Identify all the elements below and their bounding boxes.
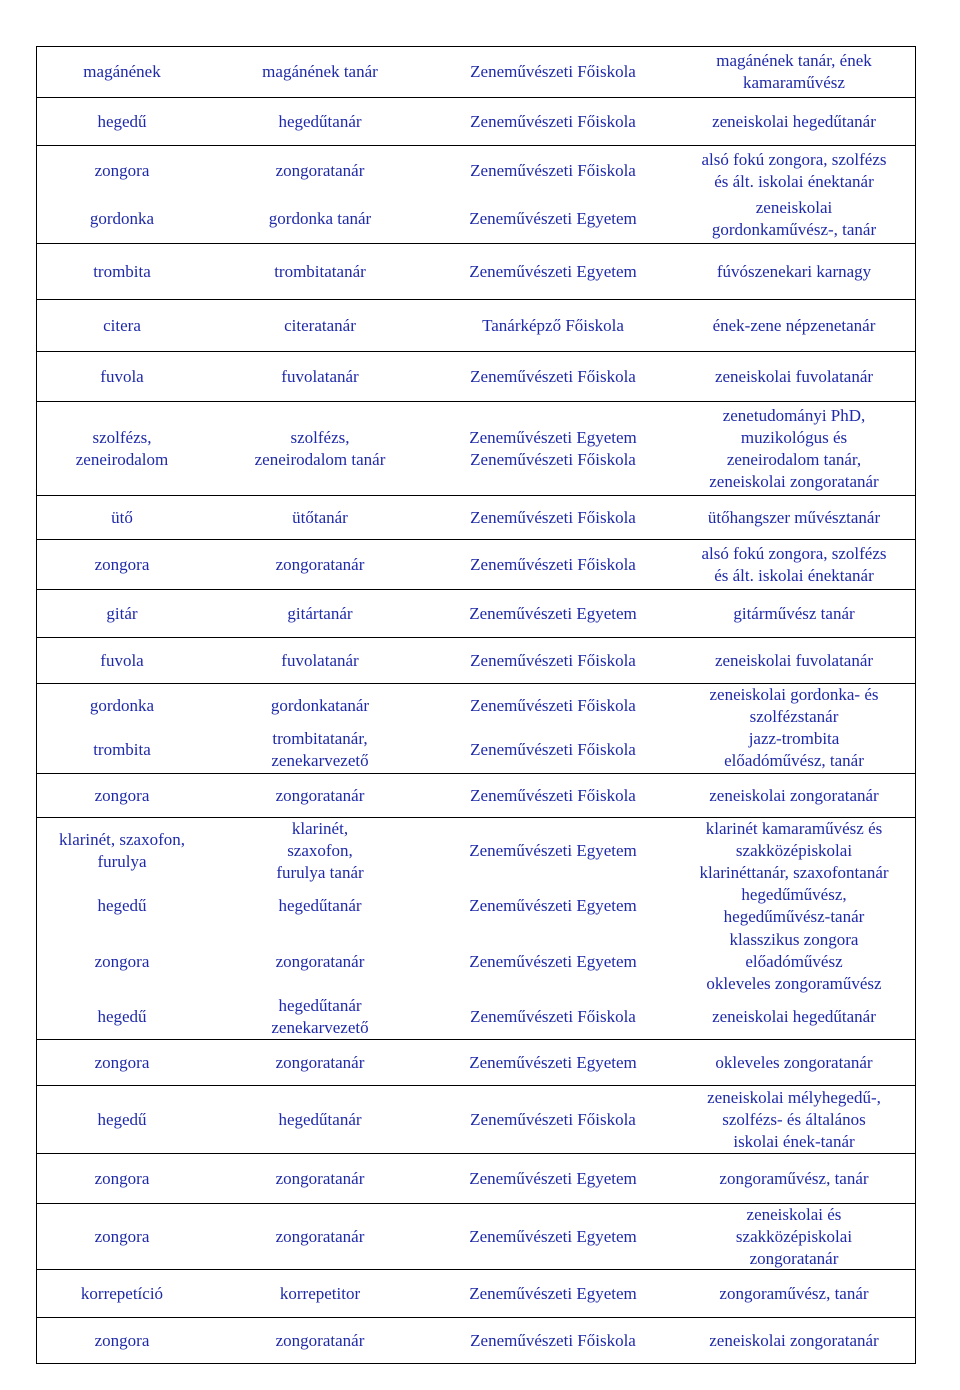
table-row <box>37 995 915 1039</box>
qualification-cell <box>673 50 915 94</box>
cell-text: fuvola <box>100 366 144 386</box>
cell-text: fuvolatanár <box>281 650 359 670</box>
instrument-cell <box>37 895 207 917</box>
instrument-cell <box>37 1006 207 1028</box>
cell-text: zeneiskolai zongoratanár <box>709 785 879 805</box>
cell-text: alsó fokú zongora, szolfézs és ált. iskolai énektanár <box>701 543 887 585</box>
cell-text: magánének tanár <box>262 62 378 81</box>
institution-cell <box>433 208 673 230</box>
institution-cell <box>433 895 673 917</box>
qualification-cell <box>673 929 915 995</box>
qualification-cell <box>673 1204 915 1270</box>
table-row <box>37 401 915 495</box>
cell-text: jazz-trombita előadóművész, tanár <box>724 729 864 770</box>
position-cell <box>207 1052 433 1074</box>
instrument-cell <box>37 1226 207 1248</box>
cell-text: trombitatanár <box>274 261 366 281</box>
position-cell <box>207 1109 433 1131</box>
cell-text: klarinét kamaraművész és szakközépiskolai klarinéttanár, szaxofontanár <box>699 818 889 882</box>
cell-text: Zeneművészeti Egyetem <box>469 1168 637 1188</box>
institution-cell <box>433 111 673 133</box>
table-row <box>37 539 915 589</box>
institution-cell <box>433 785 673 807</box>
qualification-cell <box>673 1168 915 1190</box>
cell-text: citeratanár <box>284 315 356 335</box>
cell-text: gitártanár <box>287 603 353 623</box>
cell-text: szolfézs, zeneirodalom <box>75 427 169 469</box>
cell-text: Zeneművészeti Főiskola <box>470 695 636 715</box>
cell-text: korrepetitor <box>279 1283 361 1303</box>
cell-text: Zeneművészeti Egyetem Zeneművészeti Főiskola <box>469 427 637 469</box>
cell-text: zongora <box>94 160 150 180</box>
qualification-cell <box>673 543 915 587</box>
position-cell <box>207 160 433 182</box>
qualification-cell <box>673 603 915 625</box>
cell-text: zeneiskolai gordonkaművész-, tanár <box>711 198 877 239</box>
institution-cell <box>433 1006 673 1028</box>
position-cell <box>207 427 433 471</box>
cell-text: hegedűtanár zenekarvezető <box>271 996 369 1037</box>
cell-text: zongora <box>94 1168 150 1188</box>
institution-cell <box>433 315 673 337</box>
cell-text: zongora <box>94 1330 150 1350</box>
qualification-cell <box>673 650 915 672</box>
table-row <box>37 1317 915 1363</box>
instrument-cell <box>37 261 207 283</box>
cell-text: Zeneművészeti Egyetem <box>469 1052 637 1072</box>
cell-text: Zeneművészeti Egyetem <box>469 261 637 281</box>
qualification-cell <box>673 149 915 193</box>
position-cell <box>207 208 433 230</box>
table-row <box>37 727 915 773</box>
position-cell <box>207 995 433 1039</box>
cell-text: fuvolatanár <box>281 366 359 386</box>
position-cell <box>207 1330 433 1352</box>
cell-text: zongora <box>94 785 150 805</box>
table-row <box>37 495 915 539</box>
instrument-cell <box>37 951 207 973</box>
cell-text: gitárművész tanár <box>733 603 855 623</box>
cell-text: hegedűművész, hegedűművész-tanár <box>723 885 865 926</box>
position-cell <box>207 603 433 625</box>
institution-cell <box>433 554 673 576</box>
cell-text: Zeneművészeti Főiskola <box>470 111 636 131</box>
institution-cell <box>433 840 673 862</box>
institution-cell <box>433 160 673 182</box>
instrument-cell <box>37 427 207 471</box>
institution-cell <box>433 1283 673 1305</box>
institution-cell <box>433 951 673 973</box>
cell-text: zongora <box>94 1226 150 1246</box>
instrument-cell <box>37 1109 207 1131</box>
cell-text: Zeneművészeti Főiskola <box>470 62 636 81</box>
cell-text: zeneiskolai és szakközépiskolai zongoratanár <box>735 1204 853 1268</box>
cell-text: Zeneművészeti Egyetem <box>469 209 637 228</box>
position-cell <box>207 695 433 717</box>
instrument-cell <box>37 650 207 672</box>
cell-text: zongoratanár <box>275 160 365 180</box>
institution-cell <box>433 1052 673 1074</box>
institution-cell <box>433 427 673 471</box>
cell-text: zongoratanár <box>275 785 365 805</box>
instrument-cell <box>37 160 207 182</box>
cell-text: gordonka tanár <box>268 209 372 228</box>
instrument-cell <box>37 739 207 761</box>
table-row <box>37 299 915 351</box>
position-cell <box>207 1168 433 1190</box>
position-cell <box>207 895 433 917</box>
cell-text: zeneiskolai hegedűtanár <box>712 111 876 131</box>
cell-text: fúvószenekari karnagy <box>716 261 872 281</box>
institution-cell <box>433 507 673 529</box>
cell-text: szolfézs, zeneirodalom tanár <box>254 427 386 469</box>
cell-text: trombitatanár, zenekarvezető <box>271 729 369 770</box>
instrument-cell <box>37 208 207 230</box>
instrument-cell <box>37 315 207 337</box>
cell-text: zeneiskolai hegedűtanár <box>712 1007 876 1026</box>
cell-text: Zeneművészeti Egyetem <box>469 603 637 623</box>
position-cell <box>207 261 433 283</box>
institution-cell <box>433 1226 673 1248</box>
institution-cell <box>433 61 673 83</box>
cell-text: Zeneművészeti Főiskola <box>470 366 636 386</box>
cell-text: trombita <box>93 740 151 759</box>
qualification-cell <box>673 818 915 884</box>
cell-text: gitár <box>106 603 138 623</box>
position-cell <box>207 554 433 576</box>
table-row <box>37 195 915 243</box>
position-cell <box>207 728 433 772</box>
table-row <box>37 1153 915 1203</box>
table-row <box>37 97 915 145</box>
position-cell <box>207 818 433 884</box>
cell-text: zongora <box>94 1052 150 1072</box>
cell-text: zenetudományi PhD, muzikológus és zeneirodalom tanár, zeneiskolai zongoratanár <box>709 405 879 491</box>
instrument-cell <box>37 366 207 388</box>
cell-text: Tanárképző Főiskola <box>482 315 624 335</box>
cell-text: klarinét, szaxofon, furulya tanár <box>276 818 364 882</box>
cell-text: zongoratanár <box>275 1168 365 1188</box>
cell-text: zongora <box>94 952 150 971</box>
position-cell <box>207 785 433 807</box>
cell-text: zongoraművész, tanár <box>719 1283 869 1303</box>
instrument-cell <box>37 829 207 873</box>
table-row <box>37 589 915 637</box>
table-row <box>37 883 915 929</box>
cell-text: hegedűtanár <box>278 896 362 915</box>
teacher-qualifications-table <box>36 46 916 1364</box>
cell-text: ütő <box>111 507 133 527</box>
cell-text: Zeneművészeti Főiskola <box>470 160 636 180</box>
cell-text: magánének tanár, ének kamaraművész <box>716 51 872 92</box>
cell-text: ének-zene népzenetanár <box>712 315 876 335</box>
cell-text: hegedű <box>97 111 147 131</box>
cell-text: gordonka <box>89 695 155 715</box>
cell-text: hegedű <box>97 1007 147 1026</box>
cell-text: zeneiskolai gordonka- és szolfézstanár <box>709 684 879 726</box>
cell-text: Zeneművészeti Főiskola <box>470 554 636 574</box>
position-cell <box>207 1283 433 1305</box>
position-cell <box>207 951 433 973</box>
cell-text: Zeneművészeti Főiskola <box>470 507 636 527</box>
qualification-cell <box>673 315 915 337</box>
qualification-cell <box>673 1087 915 1153</box>
table-row <box>37 683 915 727</box>
table-row <box>37 351 915 401</box>
instrument-cell <box>37 1283 207 1305</box>
qualification-cell <box>673 884 915 928</box>
cell-text: Zeneművészeti Főiskola <box>470 1007 636 1026</box>
qualification-cell <box>673 1283 915 1305</box>
instrument-cell <box>37 61 207 83</box>
cell-text: Zeneművészeti Egyetem <box>469 896 637 915</box>
cell-text: Zeneművészeti Főiskola <box>470 785 636 805</box>
institution-cell <box>433 1109 673 1131</box>
cell-text: zongoratanár <box>275 1052 365 1072</box>
cell-text: korrepetíció <box>80 1283 164 1303</box>
cell-text: Zeneművészeti Főiskola <box>470 650 636 670</box>
position-cell <box>207 315 433 337</box>
instrument-cell <box>37 507 207 529</box>
qualification-cell <box>673 366 915 388</box>
table-row <box>37 1269 915 1317</box>
qualification-cell <box>673 728 915 772</box>
qualification-cell <box>673 785 915 807</box>
instrument-cell <box>37 785 207 807</box>
instrument-cell <box>37 554 207 576</box>
table-row <box>37 1085 915 1153</box>
cell-text: citera <box>103 315 141 335</box>
cell-text: alsó fokú zongora, szolfézs és ált. iskolai énektanár <box>701 149 887 191</box>
cell-text: zongoratanár <box>275 952 365 971</box>
cell-text: fuvola <box>100 650 144 670</box>
cell-text: zongoratanár <box>275 1330 365 1350</box>
qualification-cell <box>673 507 915 529</box>
cell-text: Zeneművészeti Egyetem <box>469 952 637 971</box>
cell-text: hegedű <box>97 1109 147 1129</box>
cell-text: Zeneművészeti Főiskola <box>470 1330 636 1350</box>
table-row <box>37 47 915 97</box>
qualification-cell <box>673 684 915 728</box>
cell-text: Zeneművészeti Főiskola <box>470 740 636 759</box>
cell-text: zeneiskolai zongoratanár <box>709 1330 879 1350</box>
qualification-cell <box>673 1052 915 1074</box>
table-row <box>37 929 915 995</box>
position-cell <box>207 61 433 83</box>
cell-text: trombita <box>93 261 151 281</box>
cell-text: gordonkatanár <box>270 695 370 715</box>
position-cell <box>207 650 433 672</box>
table-row <box>37 817 915 883</box>
instrument-cell <box>37 111 207 133</box>
cell-text: Zeneművészeti Egyetem <box>469 1283 637 1303</box>
qualification-cell <box>673 197 915 241</box>
cell-text: zeneiskolai fuvolatanár <box>714 366 874 386</box>
cell-text: klarinét, szaxofon, furulya <box>58 829 186 871</box>
cell-text: hegedű <box>97 896 147 915</box>
institution-cell <box>433 739 673 761</box>
cell-text: hegedűtanár <box>278 111 362 131</box>
qualification-cell <box>673 1006 915 1028</box>
position-cell <box>207 507 433 529</box>
table-row <box>37 773 915 817</box>
cell-text: magánének <box>83 62 161 81</box>
cell-text: zeneiskolai mélyhegedű-, szolfézs- és általános iskolai ének-tanár <box>707 1087 881 1151</box>
table-row <box>37 637 915 683</box>
cell-text: gordonka <box>89 209 155 228</box>
qualification-cell <box>673 405 915 493</box>
cell-text: ütőhangszer művésztanár <box>707 507 881 527</box>
cell-text: Zeneművészeti Egyetem <box>469 1226 637 1246</box>
cell-text: zongora <box>94 554 150 574</box>
qualification-cell <box>673 111 915 133</box>
cell-text: zongoratanár <box>275 554 365 574</box>
institution-cell <box>433 695 673 717</box>
position-cell <box>207 366 433 388</box>
cell-text: okleveles zongoratanár <box>715 1052 873 1072</box>
institution-cell <box>433 1168 673 1190</box>
cell-text: zongoratanár <box>275 1226 365 1246</box>
instrument-cell <box>37 603 207 625</box>
position-cell <box>207 111 433 133</box>
qualification-cell <box>673 1330 915 1352</box>
instrument-cell <box>37 1168 207 1190</box>
cell-text: hegedűtanár <box>278 1109 362 1129</box>
instrument-cell <box>37 1052 207 1074</box>
table-row <box>37 145 915 195</box>
institution-cell <box>433 366 673 388</box>
cell-text: klasszikus zongora előadóművész okleveles zongoraművész <box>706 930 882 993</box>
cell-text: ütőtanár <box>292 507 348 527</box>
institution-cell <box>433 261 673 283</box>
institution-cell <box>433 603 673 625</box>
table-row <box>37 1039 915 1085</box>
table-row <box>37 243 915 299</box>
cell-text: Zeneművészeti Egyetem <box>469 840 637 860</box>
position-cell <box>207 1226 433 1248</box>
instrument-cell <box>37 695 207 717</box>
qualification-cell <box>673 261 915 283</box>
cell-text: zeneiskolai fuvolatanár <box>714 650 874 670</box>
institution-cell <box>433 650 673 672</box>
cell-text: zongoraművész, tanár <box>719 1168 869 1188</box>
table-row <box>37 1203 915 1269</box>
instrument-cell <box>37 1330 207 1352</box>
institution-cell <box>433 1330 673 1352</box>
cell-text: Zeneművészeti Főiskola <box>470 1109 636 1129</box>
